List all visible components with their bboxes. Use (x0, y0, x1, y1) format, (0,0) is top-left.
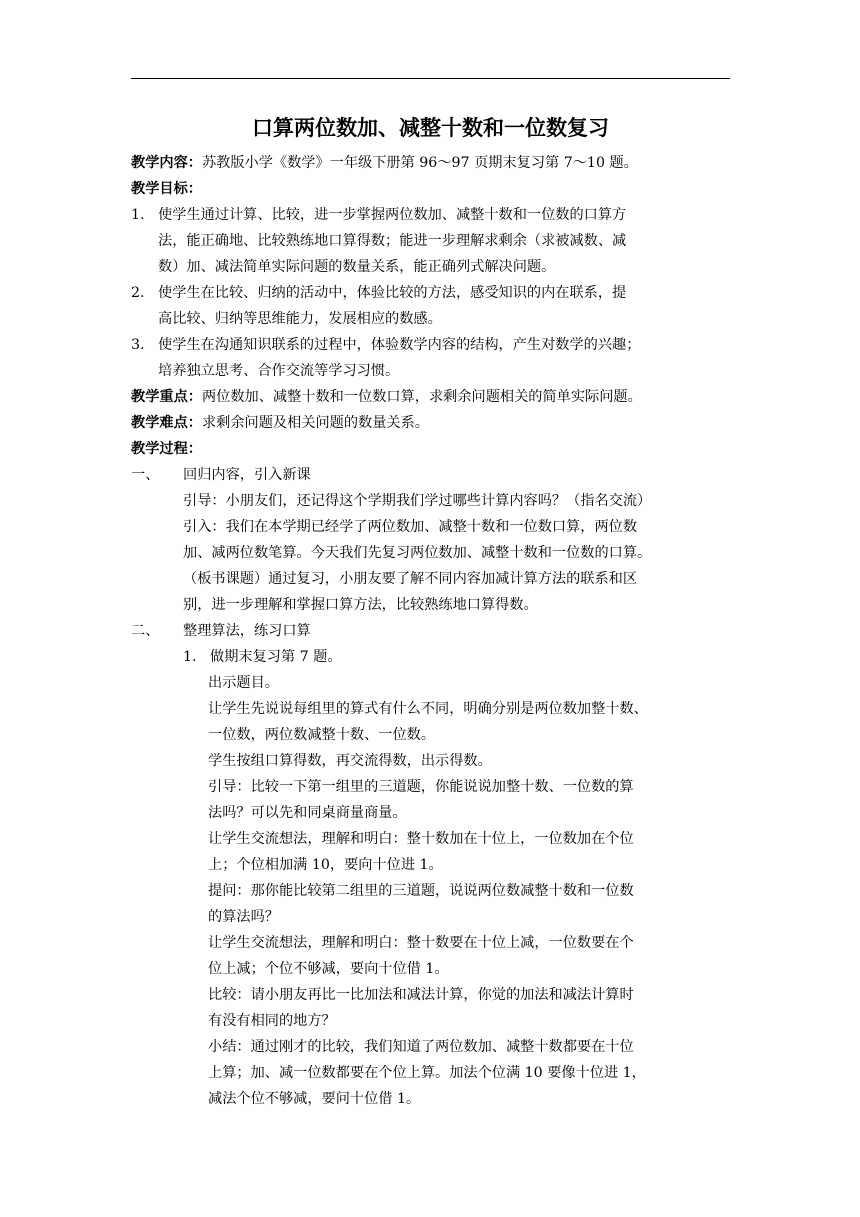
paragraph-line: 让学生交流想法，理解和明白：整十数要在十位上减，一位数要在个 (208, 935, 634, 951)
goal-text: 使学生通过计算、比较，进一步掌握两位数加、减整十数和一位数的口算方 (158, 207, 627, 223)
paragraph-line: 别，进一步理解和掌握口算方法，比较熟练地口算得数。 (183, 597, 538, 613)
paragraph-line: 的算法吗？ (208, 909, 279, 925)
goal-text: 培养独立思考、合作交流等学习习惯。 (158, 363, 400, 379)
goal-text: 高比较、归纳等思维能力，发展相应的数感。 (158, 311, 442, 327)
difficulties-text: 求剩余问题及相关问题的数量关系。 (201, 415, 429, 431)
document-title: 口算两位数加、减整十数和一位数复习 (252, 116, 609, 140)
section-heading: 回归内容，引入新课 (183, 467, 311, 483)
paragraph-line: 有没有相同的地方？ (208, 1013, 336, 1029)
goal-item-3 (131, 332, 731, 384)
goal-text: 使学生在比较、归纳的活动中，体验比较的方法，感受知识的内在联系，提 (158, 285, 627, 301)
difficulties-label: 教学难点： (131, 415, 202, 431)
goal-item-2 (131, 280, 731, 332)
teaching-content (131, 150, 731, 176)
paragraph-line: 上；个位相加满 10，要向十位进 1。 (208, 857, 443, 873)
goal-text: 使学生在沟通知识联系的过程中，体验数学内容的结构，产生对数学的兴趣； (158, 337, 641, 353)
paragraph-line: 减法个位不够减，要问十位借 1。 (208, 1091, 421, 1107)
goal-number: 1. (131, 207, 145, 223)
key-points-label: 教学重点： (131, 389, 202, 405)
paragraph-line: 小结：通过刚才的比较，我们知道了两位数加、减整十数都要在十位 (208, 1039, 634, 1055)
paragraph-line: 提问：那你能比较第二组里的三道题，说说两位数减整十数和一位数 (208, 883, 634, 899)
goal-text: 数）加、减法简单实际问题的数量关系，能正确列式解决问题。 (158, 259, 556, 275)
process-section-1 (131, 462, 731, 618)
paragraph-line: （板书课题）通过复习，小朋友要了解不同内容加减计算方法的联系和区 (183, 571, 638, 587)
paragraph-line: 加、减两位数笔算。今天我们先复习两位数加、减整十数和一位数的口算。 (183, 545, 652, 561)
paragraph-line: 引导：小朋友们，还记得这个学期我们学过哪些计算内容吗？（指名交流） (183, 493, 652, 509)
teaching-content-label: 教学内容： (131, 155, 202, 171)
teaching-key-points (131, 384, 731, 410)
paragraph-line: 学生按组口算得数，再交流得数，出示得数。 (208, 753, 492, 769)
key-points-text: 两位数加、减整十数和一位数口算，求剩余问题相关的简单实际问题。 (201, 389, 642, 405)
paragraph-line: 让学生交流想法，理解和明白：整十数加在十位上，一位数加在个位 (208, 831, 634, 847)
section-heading: 整理算法，练习口算 (183, 623, 311, 639)
paragraph-line: 出示题目。 (208, 675, 279, 691)
paragraph-line: 让学生先说说每组里的算式有什么不同，明确分别是两位数加整十数、 (208, 701, 648, 717)
paragraph-line: 法吗？可以先和同桌商量商量。 (208, 805, 407, 821)
paragraph-line: 比较：请小朋友再比一比加法和减法计算，你觉的加法和减法计算时 (208, 987, 634, 1003)
section-number: 二、 (131, 623, 160, 639)
paragraph-line: 引入：我们在本学期已经学了两位数加、减整十数和一位数口算，两位数 (183, 519, 638, 535)
header-rule (131, 78, 730, 79)
goal-text: 法，能正确地、比较熟练地口算得数；能进一步理解求剩余（求被减数、减 (158, 233, 627, 249)
goal-number: 2. (131, 285, 145, 301)
teaching-process-label: 教学过程： (131, 441, 202, 457)
subsection-heading: 做期末复习第 7 题。 (210, 649, 342, 665)
paragraph-line: 上算；加、减一位数都要在个位上算。加法个位满 10 要像十位进 1， (208, 1065, 646, 1081)
goal-item-1 (131, 202, 731, 280)
teaching-goals-label: 教学目标： (131, 181, 202, 197)
paragraph-line: 一位数，两位数减整十数、一位数。 (208, 727, 436, 743)
section-number: 一、 (131, 467, 160, 483)
document-body (131, 150, 731, 1112)
process-section-2 (131, 618, 731, 1112)
teaching-difficulties (131, 410, 731, 436)
paragraph-line: 引导：比较一下第一组里的三道题，你能说说加整十数、一位数的算 (208, 779, 634, 795)
subsection-number: 1. (183, 649, 197, 665)
teaching-content-text: 苏教版小学《数学》一年级下册第 96～97 页期末复习第 7～10 题。 (201, 155, 638, 171)
goal-number: 3. (131, 337, 145, 353)
paragraph-line: 位上减；个位不够减，要向十位借 1。 (208, 961, 449, 977)
